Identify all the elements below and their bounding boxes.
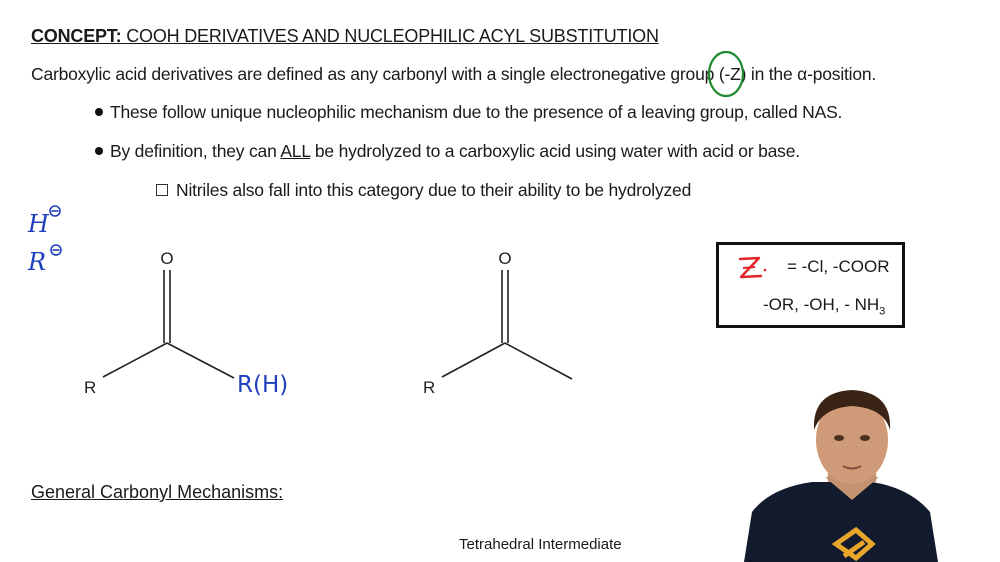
left-carbonyl-structure (103, 270, 234, 378)
left-rh-annotation: R(H) (237, 372, 289, 398)
definition-group: (-Z) (718, 64, 747, 84)
tetrahedral-intermediate-label: Tetrahedral Intermediate (459, 536, 622, 553)
right-oxygen-label: O (498, 249, 512, 268)
hydride-annotation (27, 206, 60, 238)
alkyl-letter: R (28, 248, 47, 276)
z-groups-line-2 (763, 295, 885, 317)
concept-label: CONCEPT: (31, 26, 122, 46)
definition-after: in the α-position. (750, 64, 877, 84)
subpoint-text: Nitriles also fall into this category due to their ability to be hydrolyzed (176, 180, 692, 200)
right-carbonyl-structure (442, 270, 572, 379)
right-r-label: R (423, 378, 436, 397)
bullet-emphasis: ALL (280, 141, 311, 161)
concept-title-text: COOH DERIVATIVES AND NUCLEOPHILIC ACYL SUBSTITUTION (126, 26, 659, 46)
bullet-text-before: By definition, they can (110, 141, 277, 161)
z-groups-box (716, 242, 905, 328)
instructor-video-figure (744, 390, 938, 562)
alkyl-annotation (27, 245, 61, 276)
bullet-text: These follow unique nucleophilic mechanism due to the presence of a leaving group, called NAS. (110, 102, 843, 122)
bullet-text-after: be hydrolyzed to a carboxylic acid using water with acid or base. (314, 141, 800, 161)
hydride-letter: H (28, 210, 49, 238)
z-groups-line-1: = -Cl, -COOR (787, 257, 890, 276)
z-groups-line-2-text: -OR, -OH, - NH (763, 295, 880, 314)
general-mechanisms-heading: General Carbonyl Mechanisms: (31, 482, 284, 502)
highlight-circle (709, 52, 743, 96)
z-groups-subscript: 3 (879, 305, 886, 318)
z-mark-icon (737, 253, 767, 283)
left-oxygen-label: O (160, 249, 174, 268)
left-r-label: R (84, 378, 97, 397)
definition-before: Carboxylic acid derivatives are defined as any carbonyl with a single electronegative group (31, 64, 715, 84)
